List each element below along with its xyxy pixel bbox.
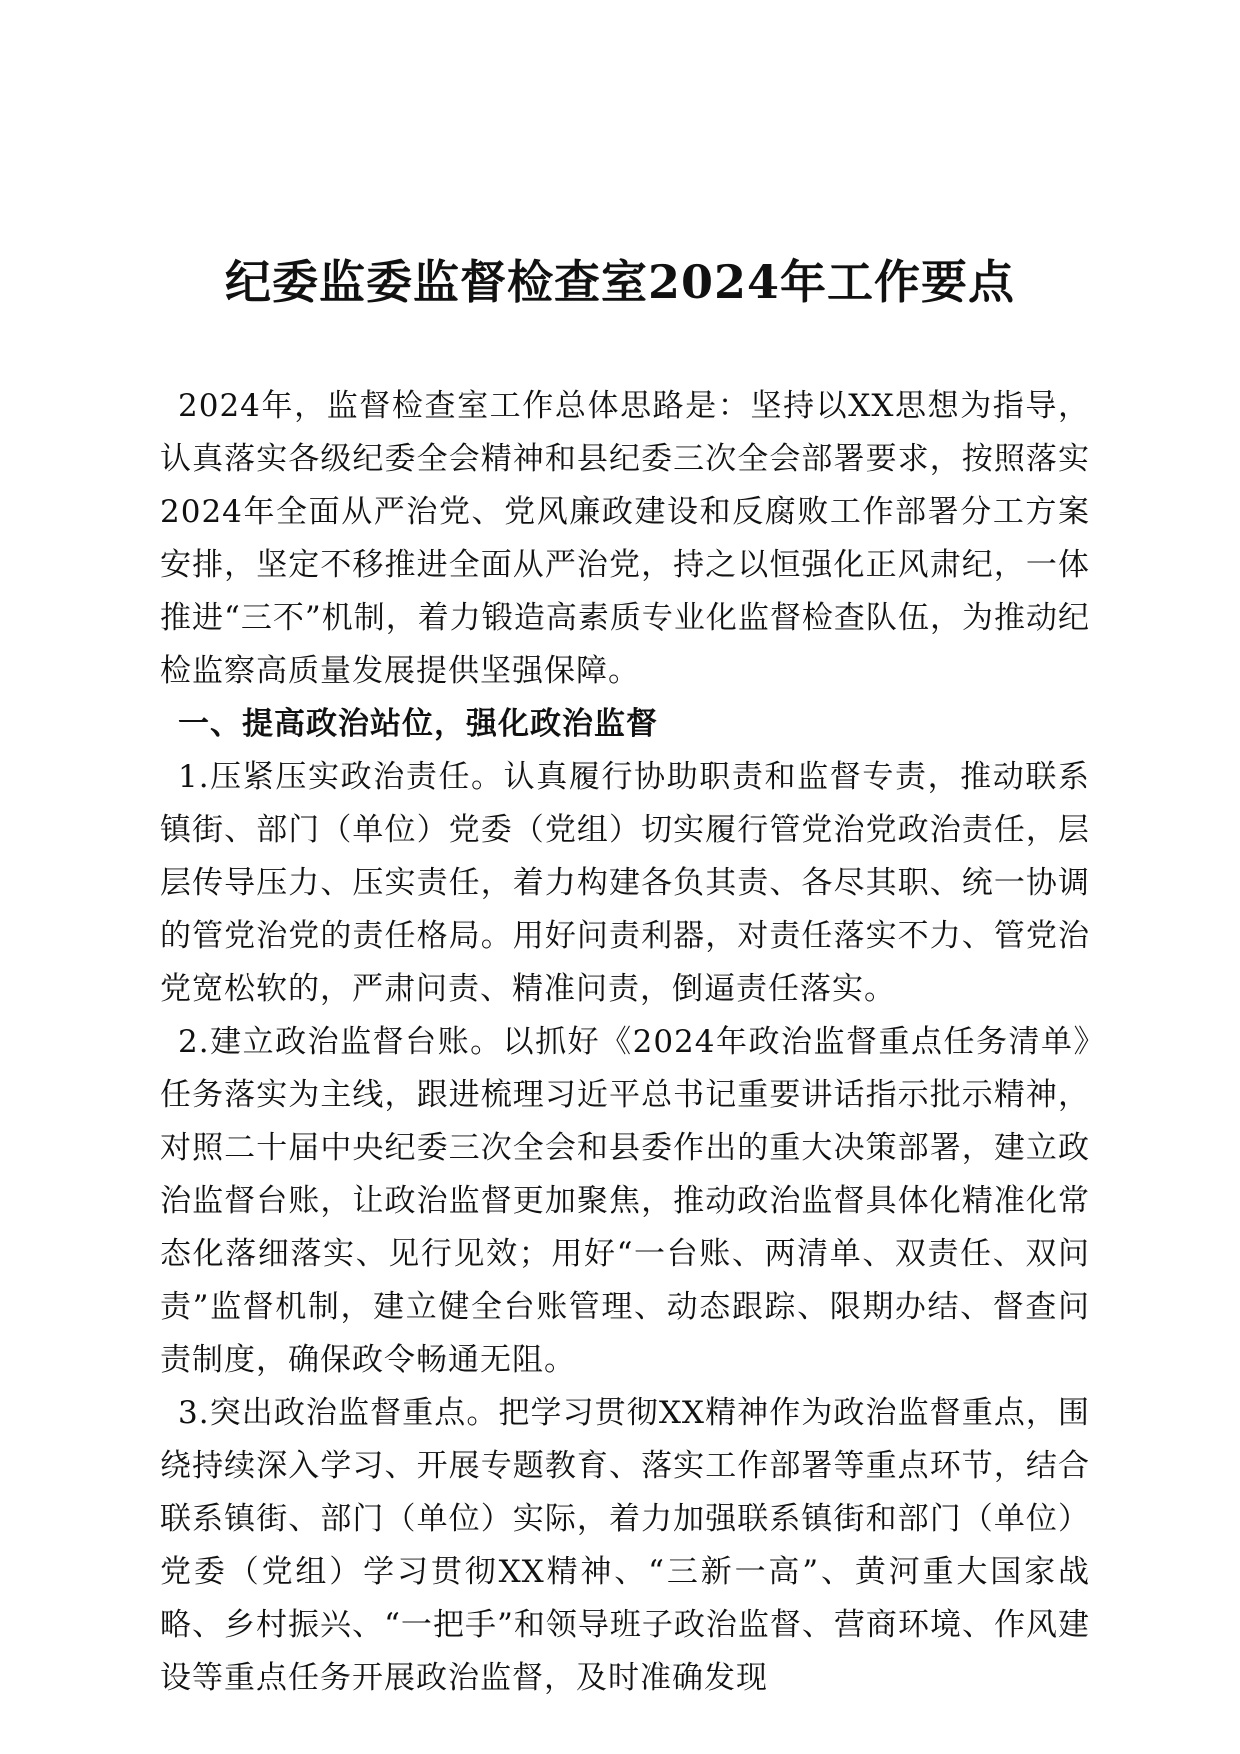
item-3-paragraph: 3.突出政治监督重点。把学习贯彻XX精神作为政治监督重点，围绕持续深入学习、开展专题教育、落实工作部署等重点环节，结合联系镇街、部门（单位）实际，着力加强联系镇街和部门（单位）党委（党组）学习贯彻XX精神、“三新一高”、黄河重大国家战略、乡村振兴、“一把手”和领导班子政治监督、营商环境、作风建设等重点任务开展政治监督，及时准确发现 — [160, 1395, 1090, 1696]
section-1-heading: 一、提高政治站位，强化政治监督 — [178, 706, 658, 742]
intro-paragraph: 2024年，监督检查室工作总体思路是：坚持以XX思想为指导，认真落实各级纪委全会精神和县纪委三次全会部署要求，按照落实2024年全面从严治党、党风廉政建设和反腐败工作部署分工方案安排，坚定不移推进全面从严治党，持之以恒强化正风肃纪，一体推进“三不”机制，着力锻造高素质专业化监督检查队伍，为推动纪检监察高质量发展提供坚强保障。 — [160, 388, 1090, 689]
item-2-paragraph: 2.建立政治监督台账。以抓好《2024年政治监督重点任务清单》任务落实为主线，跟进梳理习近平总书记重要讲话指示批示精神，对照二十届中央纪委三次全会和县委作出的重大决策部署，建立政治监督台账，让政治监督更加聚焦，推动政治监督具体化精准化常态化落细落实、见行见效；用好“一台账、两清单、双责任、双问责”监督机制，建立健全台账管理、动态跟踪、限期办结、督查问责制度，确保政令畅通无阻。 — [160, 1024, 1090, 1378]
item-1-paragraph: 1.压紧压实政治责任。认真履行协助职责和监督专责，推动联系镇街、部门（单位）党委（党组）切实履行管党治党政治责任，层层传导压力、压实责任，着力构建各负其责、各尽其职、统一协调的管党治党的责任格局。用好问责利器，对责任落实不力、管党治党宽松软的，严肃问责、精准问责，倒逼责任落实。 — [160, 759, 1090, 1007]
document-body — [160, 380, 1090, 1705]
document-title: 纪委监委监督检查室2024年工作要点 — [224, 255, 1016, 309]
